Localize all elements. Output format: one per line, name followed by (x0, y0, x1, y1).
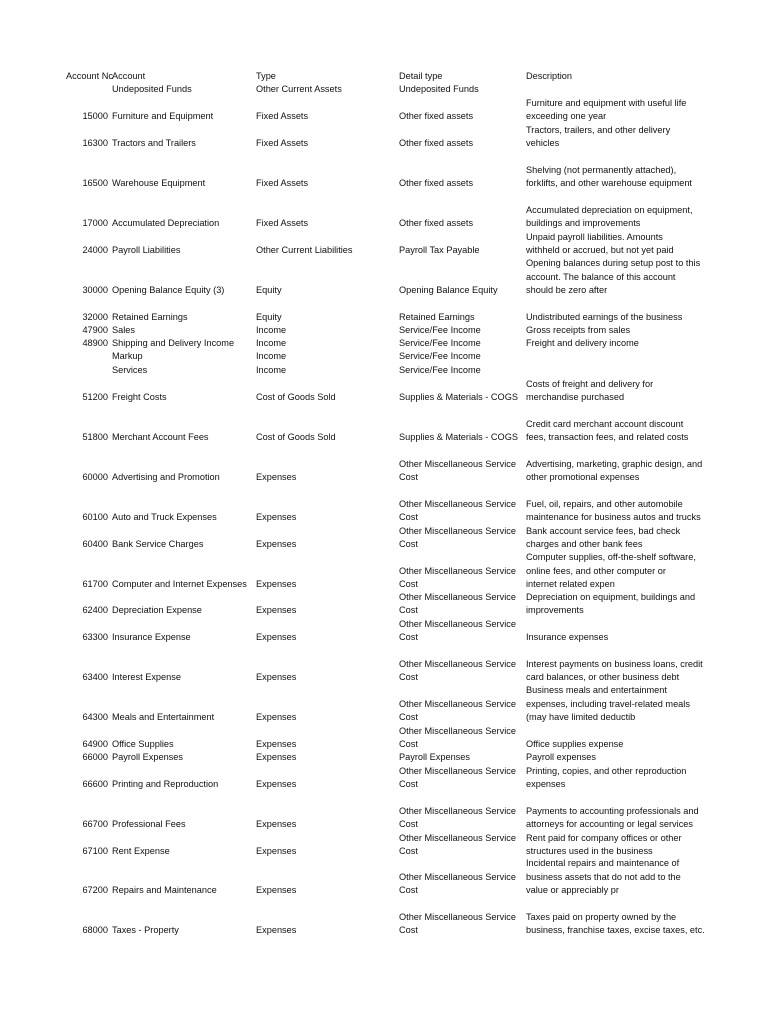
description-cell: Advertising, marketing, graphic design, and (526, 458, 703, 469)
description-cell: internet related expen (526, 579, 615, 589)
account-number-cell: 67200 (82, 885, 108, 895)
description-cell: Accumulated depreciation on equipment, (526, 204, 693, 215)
account-type-cell: Expenses (256, 512, 297, 522)
description-cell: (may have limited deductib (526, 712, 636, 722)
description-cell: Credit card merchant account discount (526, 418, 684, 429)
detail-type-cell: Cost (399, 819, 418, 829)
description-cell: Insurance expenses (526, 632, 609, 642)
account-name-cell: Professional Fees (112, 819, 186, 829)
account-name-cell: Printing and Reproduction (112, 779, 219, 789)
description-cell: forklifts, and other warehouse equipment (526, 178, 692, 188)
header-account: Account (112, 71, 146, 81)
account-name-cell: Markup (112, 351, 143, 361)
detail-type-cell: Other fixed assets (399, 178, 474, 188)
account-name-cell: Accumulated Depreciation (112, 218, 220, 228)
account-number-cell: 67100 (82, 846, 108, 856)
description-cell: Taxes paid on property owned by the (526, 911, 677, 922)
detail-type-cell: Other Miscellaneous Service (399, 525, 516, 536)
account-number-cell: 68000 (82, 925, 108, 935)
account-number-cell: 16300 (82, 138, 108, 148)
account-name-cell: Payroll Expenses (112, 752, 183, 762)
description-cell: Undistributed earnings of the business (526, 312, 683, 322)
account-number-cell: 66600 (82, 779, 108, 789)
account-number-cell: 32000 (82, 312, 108, 322)
detail-type-cell: Service/Fee Income (399, 325, 481, 335)
description-cell: maintenance for business autos and trucks (526, 512, 701, 522)
account-type-cell: Income (256, 351, 287, 361)
detail-type-cell: Supplies & Materials - COGS (399, 432, 518, 442)
account-number-cell: 64900 (82, 739, 108, 749)
description-cell: charges and other bank fees (526, 539, 643, 549)
account-name-cell: Services (112, 365, 148, 375)
account-number-cell: 30000 (82, 285, 108, 295)
description-cell: expenses, including travel-related meals (526, 698, 690, 709)
account-type-cell: Expenses (256, 632, 297, 642)
account-number-cell: 51800 (82, 432, 108, 442)
description-cell: Interest payments on business loans, credit (526, 658, 703, 669)
account-type-cell: Income (256, 325, 287, 335)
detail-type-cell: Payroll Expenses (399, 752, 470, 762)
description-cell: Office supplies expense (526, 739, 624, 749)
account-type-cell: Expenses (256, 779, 297, 789)
detail-type-cell: Cost (399, 846, 418, 856)
detail-type-cell: Cost (399, 632, 418, 642)
account-name-cell: Freight Costs (112, 392, 167, 402)
account-number-cell: 63300 (82, 632, 108, 642)
description-cell: Gross receipts from sales (526, 325, 631, 335)
description-cell: buildings and improvements (526, 218, 641, 228)
detail-type-cell: Cost (399, 925, 418, 935)
account-type-cell: Fixed Assets (256, 218, 309, 228)
description-cell: Tractors, trailers, and other delivery (526, 124, 671, 135)
account-name-cell: Shipping and Delivery Income (112, 338, 235, 348)
account-number-cell: 62400 (82, 605, 108, 615)
account-type-cell: Expenses (256, 925, 297, 935)
account-number-cell: 66700 (82, 819, 108, 829)
detail-type-cell: Other Miscellaneous Service (399, 658, 516, 669)
account-name-cell: Auto and Truck Expenses (112, 512, 217, 522)
description-cell: Freight and delivery income (526, 338, 639, 348)
header-detail-type: Detail type (399, 71, 443, 81)
account-name-cell: Sales (112, 325, 135, 335)
detail-type-cell: Opening Balance Equity (399, 285, 498, 295)
header-account-number: Account Nc (66, 71, 113, 81)
description-cell: Printing, copies, and other reproduction (526, 765, 687, 776)
account-type-cell: Expenses (256, 819, 297, 829)
account-name-cell: Advertising and Promotion (112, 472, 220, 482)
detail-type-cell: Other Miscellaneous Service (399, 698, 516, 709)
detail-type-cell: Other Miscellaneous Service (399, 591, 516, 602)
detail-type-cell: Cost (399, 605, 418, 615)
account-name-cell: Opening Balance Equity (3) (112, 285, 225, 295)
account-type-cell: Expenses (256, 472, 297, 482)
description-cell: fees, transaction fees, and related costs (526, 432, 689, 442)
detail-type-cell: Cost (399, 779, 418, 789)
account-name-cell: Rent Expense (112, 846, 170, 856)
account-name-cell: Insurance Expense (112, 632, 191, 642)
account-number-cell: 61700 (82, 579, 108, 589)
account-name-cell: Repairs and Maintenance (112, 885, 217, 895)
description-cell: should be zero after (526, 285, 608, 295)
account-name-cell: Undeposited Funds (112, 84, 192, 94)
description-cell: Shelving (not permanently attached), (526, 164, 677, 175)
description-cell: Computer supplies, off-the-shelf software, (526, 552, 696, 563)
detail-type-cell: Other Miscellaneous Service (399, 911, 516, 922)
detail-type-cell: Cost (399, 739, 418, 749)
account-number-cell: 17000 (82, 218, 108, 228)
detail-type-cell: Cost (399, 712, 418, 722)
account-name-cell: Retained Earnings (112, 312, 188, 322)
description-cell: Rent paid for company offices or other (526, 832, 682, 843)
description-cell: vehicles (526, 138, 560, 148)
account-number-cell: 16500 (82, 178, 108, 188)
account-name-cell: Bank Service Charges (112, 539, 204, 549)
account-number-cell: 64300 (82, 712, 108, 722)
description-cell: account. The balance of this account (526, 271, 676, 282)
detail-type-cell: Service/Fee Income (399, 351, 481, 361)
description-cell: Bank account service fees, bad check (526, 525, 681, 536)
description-cell: Incidental repairs and maintenance of (526, 858, 680, 869)
description-cell: other promotional expenses (526, 472, 640, 482)
description-cell: improvements (526, 605, 584, 615)
account-type-cell: Cost of Goods Sold (256, 432, 336, 442)
account-type-cell: Fixed Assets (256, 178, 309, 188)
detail-type-cell: Other Miscellaneous Service (399, 565, 516, 576)
detail-type-cell: Other Miscellaneous Service (399, 765, 516, 776)
detail-type-cell: Other Miscellaneous Service (399, 458, 516, 469)
detail-type-cell: Retained Earnings (399, 312, 475, 322)
description-cell: Opening balances during setup post to this (526, 258, 701, 269)
detail-type-cell: Service/Fee Income (399, 365, 481, 375)
detail-type-cell: Other fixed assets (399, 111, 474, 121)
account-name-cell: Tractors and Trailers (112, 138, 196, 148)
detail-type-cell: Cost (399, 512, 418, 522)
account-number-cell: 66000 (82, 752, 108, 762)
detail-type-cell: Cost (399, 539, 418, 549)
account-type-cell: Cost of Goods Sold (256, 392, 336, 402)
account-name-cell: Payroll Liabilities (112, 245, 181, 255)
description-cell: attorneys for accounting or legal services (526, 819, 693, 829)
description-cell: Payments to accounting professionals and (526, 805, 699, 816)
account-number-cell: 51200 (82, 392, 108, 402)
account-name-cell: Warehouse Equipment (112, 178, 206, 188)
account-name-cell: Merchant Account Fees (112, 432, 209, 442)
detail-type-cell: Undeposited Funds (399, 84, 479, 94)
account-type-cell: Expenses (256, 885, 297, 895)
account-number-cell: 60100 (82, 512, 108, 522)
description-cell: business assets that do not add to the (526, 871, 681, 882)
description-cell: online fees, and other computer or (526, 565, 666, 576)
detail-type-cell: Other Miscellaneous Service (399, 805, 516, 816)
account-type-cell: Other Current Assets (256, 84, 342, 94)
detail-type-cell: Other fixed assets (399, 218, 474, 228)
description-cell: Fuel, oil, repairs, and other automobile (526, 498, 683, 509)
detail-type-cell: Cost (399, 579, 418, 589)
description-cell: value or appreciably pr (526, 885, 619, 895)
account-number-cell: 15000 (82, 111, 108, 121)
account-number-cell: 60000 (82, 472, 108, 482)
account-type-cell: Expenses (256, 846, 297, 856)
description-cell: card balances, or other business debt (526, 672, 680, 682)
header-description: Description (526, 71, 572, 81)
account-type-cell: Expenses (256, 605, 297, 615)
detail-type-cell: Service/Fee Income (399, 338, 481, 348)
account-type-cell: Expenses (256, 752, 297, 762)
detail-type-cell: Cost (399, 472, 418, 482)
account-type-cell: Income (256, 365, 287, 375)
description-cell: structures used in the business (526, 846, 653, 856)
detail-type-cell: Other Miscellaneous Service (399, 498, 516, 509)
description-cell: Business meals and entertainment (526, 685, 667, 696)
description-cell: business, franchise taxes, excise taxes, etc. (526, 925, 705, 935)
account-number-cell: 60400 (82, 539, 108, 549)
account-number-cell: 48900 (82, 338, 108, 348)
account-name-cell: Taxes - Property (112, 925, 179, 935)
account-type-cell: Fixed Assets (256, 138, 309, 148)
account-name-cell: Furniture and Equipment (112, 111, 214, 121)
account-number-cell: 63400 (82, 672, 108, 682)
detail-type-cell: Cost (399, 672, 418, 682)
description-cell: Furniture and equipment with useful life (526, 97, 687, 108)
description-cell: merchandise purchased (526, 392, 625, 402)
header-type: Type (256, 71, 276, 81)
description-cell: expenses (526, 779, 566, 789)
description-cell: Costs of freight and delivery for (526, 378, 654, 389)
detail-type-cell: Other Miscellaneous Service (399, 832, 516, 843)
account-type-cell: Expenses (256, 672, 297, 682)
account-type-cell: Fixed Assets (256, 111, 309, 121)
description-cell: Depreciation on equipment, buildings and (526, 591, 696, 602)
account-type-cell: Expenses (256, 539, 297, 549)
account-name-cell: Meals and Entertainment (112, 712, 215, 722)
detail-type-cell: Other Miscellaneous Service (399, 871, 516, 882)
account-type-cell: Expenses (256, 712, 297, 722)
account-number-cell: 24000 (82, 245, 108, 255)
detail-type-cell: Other Miscellaneous Service (399, 725, 516, 736)
description-cell: Unpaid payroll liabilities. Amounts (526, 231, 663, 242)
account-type-cell: Other Current Liabilities (256, 245, 353, 255)
account-name-cell: Interest Expense (112, 672, 181, 682)
description-cell: withheld or accrued, but not yet paid (526, 245, 674, 255)
detail-type-cell: Supplies & Materials - COGS (399, 392, 518, 402)
account-type-cell: Income (256, 338, 287, 348)
account-name-cell: Computer and Internet Expenses (112, 579, 247, 589)
account-type-cell: Expenses (256, 579, 297, 589)
account-name-cell: Depreciation Expense (112, 605, 202, 615)
description-cell: Payroll expenses (526, 752, 596, 762)
account-number-cell: 47900 (82, 325, 108, 335)
detail-type-cell: Other fixed assets (399, 138, 474, 148)
account-type-cell: Equity (256, 312, 282, 322)
detail-type-cell: Other Miscellaneous Service (399, 618, 516, 629)
description-cell: exceeding one year (526, 111, 607, 121)
account-name-cell: Office Supplies (112, 739, 174, 749)
account-type-cell: Equity (256, 285, 282, 295)
detail-type-cell: Cost (399, 885, 418, 895)
account-type-cell: Expenses (256, 739, 297, 749)
detail-type-cell: Payroll Tax Payable (399, 245, 480, 255)
